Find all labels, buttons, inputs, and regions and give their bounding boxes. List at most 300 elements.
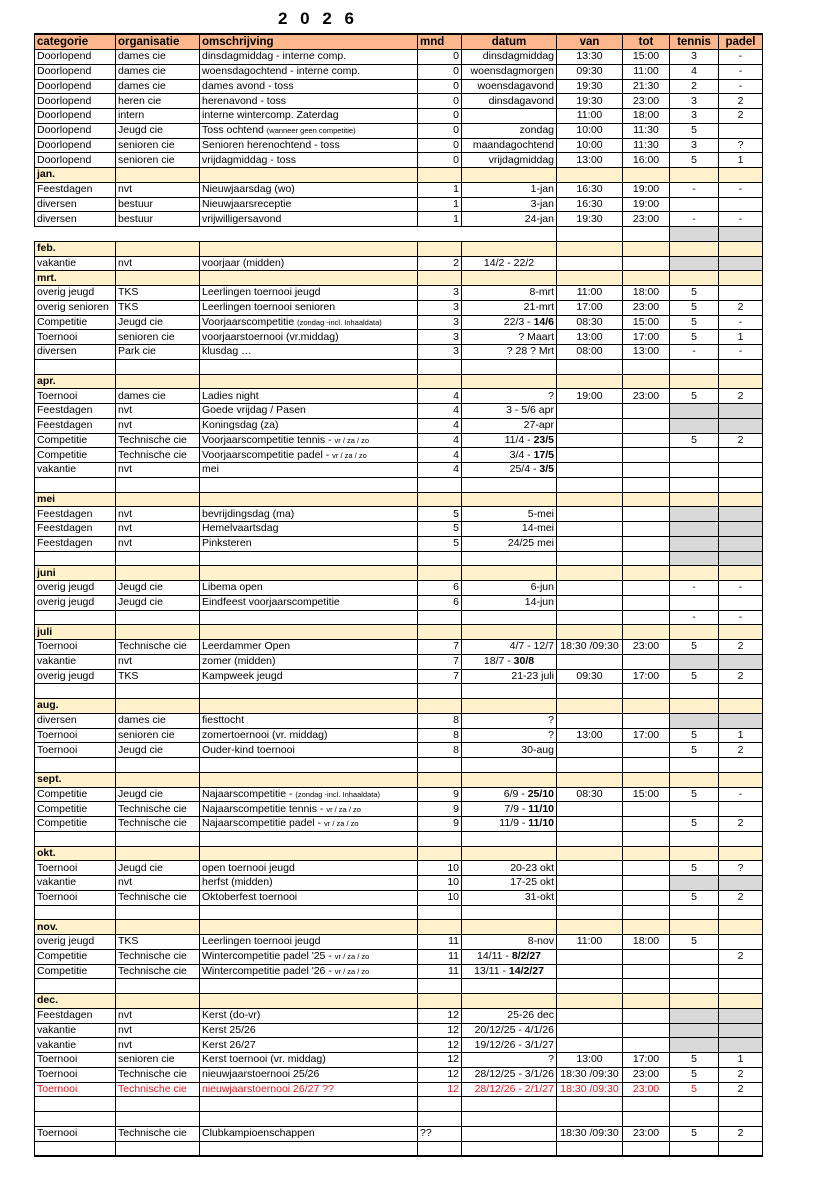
month-cell — [462, 994, 557, 1009]
tot-cell: 15:00 — [623, 315, 670, 330]
datum-cell — [462, 79, 557, 94]
van-cell: 09:30 — [557, 669, 623, 684]
omschrijving-text: Leerlingen toernooi senioren — [202, 301, 336, 314]
header-van: van — [557, 34, 623, 50]
omschrijving-cell — [200, 79, 418, 94]
omschrijving-cell — [200, 123, 418, 138]
tennis-cell: 5 — [670, 787, 719, 802]
tennis-cell — [670, 684, 719, 699]
datum-cell — [462, 890, 557, 905]
categorie-cell: Toernooi — [35, 890, 116, 905]
tennis-cell — [670, 905, 719, 920]
omschrijving-text: Senioren herenochtend - toss — [202, 138, 340, 151]
month-label: jan. — [35, 168, 116, 183]
empty-row — [35, 758, 763, 773]
month-label: mei — [35, 492, 116, 507]
month-cell — [623, 241, 670, 256]
padel-cell: 2 — [719, 94, 763, 109]
table-row — [35, 256, 763, 271]
tot-cell — [623, 522, 670, 537]
tot-cell: 15:00 — [623, 50, 670, 65]
datum-cell — [462, 123, 557, 138]
van-cell: 18:30 /09:30 — [557, 1082, 623, 1097]
padel-cell: - — [719, 315, 763, 330]
month-cell — [670, 241, 719, 256]
datum-cell — [462, 964, 557, 979]
omschrijving-text: dames avond - toss — [202, 79, 294, 92]
padel-cell: 1 — [719, 728, 763, 743]
empty-cell — [35, 905, 116, 920]
tot-cell — [623, 595, 670, 610]
organisatie-cell: Technische cie — [116, 640, 200, 655]
omschrijving-cell — [200, 861, 418, 876]
tennis-cell: 5 — [670, 1126, 719, 1141]
month-header-row — [35, 271, 763, 286]
padel-cell — [719, 522, 763, 537]
organisatie-cell: heren cie — [116, 94, 200, 109]
categorie-cell: vakantie — [35, 256, 116, 271]
datum-text: 3 - 5/6 apr — [506, 404, 554, 417]
omschrijving-note: vr / za / zo — [323, 819, 359, 829]
van-cell: 13:00 — [557, 1053, 623, 1068]
van-cell — [557, 404, 623, 419]
omschrijving-text: Voorjaarscompetitie padel - — [202, 448, 333, 461]
omschrijving-cell — [200, 1053, 418, 1068]
datum-end: 14/2/27 — [508, 964, 544, 977]
month-cell — [462, 168, 557, 183]
empty-cell — [418, 1112, 462, 1127]
van-cell — [557, 227, 623, 242]
padel-cell — [719, 286, 763, 301]
empty-cell — [35, 831, 116, 846]
datum-cell — [462, 109, 557, 124]
tennis-cell — [670, 802, 719, 817]
empty-cell — [462, 979, 557, 994]
empty-cell — [200, 477, 418, 492]
tot-cell — [623, 817, 670, 832]
gap-cell — [35, 227, 557, 242]
month-cell — [200, 846, 418, 861]
month-cell — [557, 241, 623, 256]
categorie-cell: Feestdagen — [35, 404, 116, 419]
tennis-cell: 5 — [670, 433, 719, 448]
padel-cell: 2 — [719, 669, 763, 684]
categorie-cell: vakantie — [35, 463, 116, 478]
van-cell — [557, 861, 623, 876]
table-row — [35, 50, 763, 65]
organisatie-cell: Technische cie — [116, 964, 200, 979]
month-cell — [557, 699, 623, 714]
table-row — [35, 463, 763, 478]
omschrijving-cell — [200, 1008, 418, 1023]
organisatie-cell: dames cie — [116, 713, 200, 728]
padel-cell: - — [719, 50, 763, 65]
tot-cell — [623, 949, 670, 964]
month-cell — [623, 374, 670, 389]
datum-text: woensdagmorgen — [470, 65, 554, 78]
month-cell — [462, 241, 557, 256]
categorie-cell: Feestdagen — [35, 182, 116, 197]
omschrijving-text: Kerst 26/27 — [202, 1038, 256, 1051]
month-cell — [418, 374, 462, 389]
van-cell — [557, 1023, 623, 1038]
header-padel: padel — [719, 34, 763, 50]
padel-cell — [719, 1097, 763, 1112]
empty-cell — [116, 359, 200, 374]
van-cell: 10:00 — [557, 123, 623, 138]
categorie-cell: diversen — [35, 197, 116, 212]
categorie-cell: diversen — [35, 345, 116, 360]
organisatie-cell: bestuur — [116, 197, 200, 212]
organisatie-cell: nvt — [116, 182, 200, 197]
omschrijving-text: herenavond - toss — [202, 94, 287, 107]
omschrijving-note: (zondag -incl. Inhaaldata) — [297, 317, 382, 327]
tot-cell: 23:00 — [623, 389, 670, 404]
organisatie-cell: Jeugd cie — [116, 595, 200, 610]
omschrijving-cell — [200, 300, 418, 315]
padel-cell — [719, 1038, 763, 1053]
datum-text: 14-jun — [524, 596, 554, 609]
month-cell — [116, 374, 200, 389]
categorie-cell: vakantie — [35, 1038, 116, 1053]
omschrijving-text: Koningsdag (za) — [202, 419, 279, 432]
month-cell — [462, 699, 557, 714]
padel-cell: ? — [719, 138, 763, 153]
tot-cell — [623, 890, 670, 905]
empty-cell — [418, 905, 462, 920]
tennis-cell: 2 — [670, 79, 719, 94]
van-cell: 09:30 — [557, 64, 623, 79]
table-row — [35, 433, 763, 448]
datum-cell — [462, 654, 557, 669]
mnd-cell: 8 — [418, 728, 462, 743]
empty-cell — [35, 758, 116, 773]
datum-cell — [462, 64, 557, 79]
categorie-cell: Competitie — [35, 787, 116, 802]
van-cell — [557, 743, 623, 758]
omschrijving-cell — [200, 1023, 418, 1038]
padel-cell — [719, 1141, 763, 1156]
datum-cell — [462, 286, 557, 301]
omschrijving-text: dinsdagmiddag - interne comp. — [202, 50, 347, 63]
empty-cell — [462, 1112, 557, 1127]
month-cell — [670, 846, 719, 861]
tennis-cell: 5 — [670, 728, 719, 743]
tot-cell: 17:00 — [623, 728, 670, 743]
mnd-cell: 9 — [418, 817, 462, 832]
empty-row — [35, 979, 763, 994]
organisatie-cell: Technische cie — [116, 802, 200, 817]
tennis-cell — [670, 448, 719, 463]
month-cell — [200, 374, 418, 389]
tot-cell — [623, 1023, 670, 1038]
month-cell — [719, 699, 763, 714]
mnd-cell: 5 — [418, 522, 462, 537]
month-cell — [200, 994, 418, 1009]
padel-cell — [719, 227, 763, 242]
datum-cell — [462, 256, 557, 271]
datum-text: 8-mrt — [529, 286, 554, 299]
month-cell — [719, 492, 763, 507]
month-cell — [719, 994, 763, 1009]
datum-text: dinsdagavond — [488, 94, 554, 107]
van-cell — [557, 876, 623, 891]
datum-cell — [462, 728, 557, 743]
empty-cell — [557, 979, 623, 994]
padel-cell: - — [719, 64, 763, 79]
tot-cell — [623, 1038, 670, 1053]
table-row — [35, 315, 763, 330]
empty-cell — [557, 477, 623, 492]
organisatie-cell: bestuur — [116, 212, 200, 227]
organisatie-cell: senioren cie — [116, 153, 200, 168]
datum-cell — [462, 507, 557, 522]
month-cell — [200, 168, 418, 183]
table-row — [35, 1038, 763, 1053]
empty-cell — [35, 979, 116, 994]
omschrijving-cell — [200, 1067, 418, 1082]
empty-cell — [35, 477, 116, 492]
empty-row — [35, 610, 763, 625]
omschrijving-text: Kerst 25/26 — [202, 1023, 256, 1036]
month-cell — [200, 920, 418, 935]
padel-cell: ? — [719, 861, 763, 876]
padel-cell: 2 — [719, 743, 763, 758]
organisatie-cell: nvt — [116, 404, 200, 419]
tennis-cell — [670, 964, 719, 979]
datum-text: 28/12/26 - 2/1/27 — [474, 1082, 554, 1095]
month-cell — [719, 374, 763, 389]
categorie-cell: overig jeugd — [35, 669, 116, 684]
omschrijving-text: Ladies night — [202, 389, 259, 402]
omschrijving-cell — [200, 182, 418, 197]
organisatie-cell: Technische cie — [116, 817, 200, 832]
tot-cell: 23:00 — [623, 640, 670, 655]
mnd-cell: 9 — [418, 802, 462, 817]
tot-cell: 18:00 — [623, 935, 670, 950]
empty-cell — [418, 758, 462, 773]
padel-cell: 2 — [719, 109, 763, 124]
van-cell — [557, 418, 623, 433]
padel-cell: - — [719, 182, 763, 197]
table-row — [35, 330, 763, 345]
datum-text: 22/3 - — [503, 315, 534, 328]
month-cell — [462, 492, 557, 507]
van-cell — [557, 448, 623, 463]
empty-cell — [116, 551, 200, 566]
datum-cell — [462, 345, 557, 360]
empty-cell — [418, 979, 462, 994]
month-cell — [418, 566, 462, 581]
van-cell: 19:30 — [557, 212, 623, 227]
van-cell: 13:00 — [557, 728, 623, 743]
empty-cell — [462, 1097, 557, 1112]
padel-cell: - — [719, 610, 763, 625]
omschrijving-text: herfst (midden) — [202, 876, 273, 889]
omschrijving-text: Wintercompetitie padel '26 - — [202, 964, 335, 977]
datum-text: dinsdagmiddag — [482, 50, 554, 63]
datum-text: ? 28 ? Mrt — [506, 345, 554, 358]
datum-text: 25/4 - — [509, 463, 540, 476]
omschrijving-text: Najaarscompetitie - — [202, 787, 296, 800]
empty-cell — [557, 758, 623, 773]
month-cell — [200, 625, 418, 640]
categorie-cell: Feestdagen — [35, 507, 116, 522]
van-cell — [557, 964, 623, 979]
organisatie-cell: nvt — [116, 1008, 200, 1023]
month-label: nov. — [35, 920, 116, 935]
datum-text: 25-26 dec — [507, 1009, 554, 1022]
mnd-cell: 11 — [418, 949, 462, 964]
omschrijving-text: woensdagochtend - interne comp. — [202, 65, 361, 78]
tot-cell: 21:30 — [623, 79, 670, 94]
table-row — [35, 595, 763, 610]
empty-cell — [462, 477, 557, 492]
omschrijving-text: Nieuwjaarsdag (wo) — [202, 183, 295, 196]
datum-end: 8/2/27 — [511, 950, 542, 963]
padel-cell — [719, 477, 763, 492]
empty-cell — [557, 1141, 623, 1156]
tot-cell — [623, 1008, 670, 1023]
datum-text: 24/25 mei — [507, 537, 554, 550]
table-row — [35, 861, 763, 876]
datum-text: vrijdagmiddag — [488, 153, 554, 166]
datum-cell — [462, 315, 557, 330]
tot-cell — [623, 654, 670, 669]
categorie-cell: Feestdagen — [35, 418, 116, 433]
table-row — [35, 79, 763, 94]
van-cell: 08:00 — [557, 345, 623, 360]
padel-cell: 2 — [719, 1126, 763, 1141]
tennis-cell — [670, 595, 719, 610]
empty-cell — [116, 610, 200, 625]
van-cell: 19:30 — [557, 94, 623, 109]
datum-text: ? — [548, 1053, 554, 1066]
table-row — [35, 949, 763, 964]
omschrijving-cell — [200, 109, 418, 124]
month-cell — [719, 772, 763, 787]
datum-cell — [462, 330, 557, 345]
omschrijving-cell — [200, 286, 418, 301]
organisatie-cell: Jeugd cie — [116, 861, 200, 876]
month-cell — [557, 374, 623, 389]
organisatie-cell: TKS — [116, 286, 200, 301]
categorie-cell: Toernooi — [35, 330, 116, 345]
tennis-cell: 5 — [670, 286, 719, 301]
mnd-cell: 0 — [418, 64, 462, 79]
omschrijving-cell — [200, 50, 418, 65]
month-cell — [719, 271, 763, 286]
mnd-cell: 3 — [418, 330, 462, 345]
empty-cell — [200, 551, 418, 566]
datum-text: woensdagavond — [477, 79, 554, 92]
datum-cell — [462, 743, 557, 758]
categorie-cell: Doorlopend — [35, 79, 116, 94]
table-row — [35, 345, 763, 360]
empty-row — [35, 831, 763, 846]
tennis-cell — [670, 477, 719, 492]
omschrijving-text: zomer (midden) — [202, 655, 276, 668]
empty-cell — [623, 979, 670, 994]
tennis-cell: 5 — [670, 743, 719, 758]
empty-cell — [623, 610, 670, 625]
datum-cell — [462, 949, 557, 964]
organisatie-cell: Technische cie — [116, 890, 200, 905]
table-row — [35, 728, 763, 743]
mnd-cell: 4 — [418, 404, 462, 419]
categorie-cell: Doorlopend — [35, 123, 116, 138]
padel-cell — [719, 905, 763, 920]
datum-text: 31-okt — [524, 891, 554, 904]
tennis-cell: 3 — [670, 94, 719, 109]
omschrijving-cell — [200, 743, 418, 758]
empty-cell — [116, 905, 200, 920]
categorie-cell: Doorlopend — [35, 138, 116, 153]
empty-cell — [116, 979, 200, 994]
van-cell: 13:30 — [557, 50, 623, 65]
omschrijving-text: Najaarscompetitie padel - — [202, 817, 324, 830]
month-cell — [719, 920, 763, 935]
month-cell — [719, 566, 763, 581]
omschrijving-text: Najaarscompetitie tennis - — [202, 802, 327, 815]
table-row — [35, 964, 763, 979]
mnd-cell: 12 — [418, 1038, 462, 1053]
organisatie-cell: nvt — [116, 1023, 200, 1038]
month-cell — [116, 625, 200, 640]
datum-end: 11/10 — [528, 802, 554, 815]
datum-text: 3-jan — [530, 197, 554, 210]
datum-cell — [462, 300, 557, 315]
omschrijving-text: Oktoberfest toernooi — [202, 891, 298, 904]
mnd-cell: 10 — [418, 861, 462, 876]
datum-text: 20-23 okt — [510, 861, 554, 874]
tennis-cell: 5 — [670, 817, 719, 832]
month-cell — [462, 625, 557, 640]
empty-cell — [557, 831, 623, 846]
tennis-cell: - — [670, 212, 719, 227]
datum-text: 6-jun — [530, 581, 554, 594]
datum-text: 7/9 - — [504, 802, 529, 815]
organisatie-cell: Jeugd cie — [116, 315, 200, 330]
categorie-cell: vakantie — [35, 1023, 116, 1038]
organisatie-cell: Park cie — [116, 345, 200, 360]
tot-cell — [623, 743, 670, 758]
empty-cell — [35, 359, 116, 374]
month-cell — [462, 374, 557, 389]
van-cell: 11:00 — [557, 109, 623, 124]
categorie-cell: overig jeugd — [35, 935, 116, 950]
omschrijving-text: Voorjaarscompetitie — [202, 315, 295, 328]
empty-cell — [623, 684, 670, 699]
omschrijving-note: (zondag -incl. Inhaaldata) — [295, 789, 381, 799]
padel-cell: 1 — [719, 330, 763, 345]
tennis-cell — [670, 713, 719, 728]
empty-cell — [35, 610, 116, 625]
month-cell — [670, 772, 719, 787]
month-cell — [116, 846, 200, 861]
tennis-cell: 5 — [670, 389, 719, 404]
table-row — [35, 536, 763, 551]
empty-cell — [418, 610, 462, 625]
tennis-cell — [670, 1097, 719, 1112]
organisatie-cell: Jeugd cie — [116, 581, 200, 596]
omschrijving-text: Leerlingen toernooi jeugd — [202, 935, 321, 948]
table-row — [35, 300, 763, 315]
empty-cell — [462, 610, 557, 625]
padel-cell — [719, 876, 763, 891]
month-cell — [623, 846, 670, 861]
datum-end: 30/8 — [513, 655, 535, 668]
